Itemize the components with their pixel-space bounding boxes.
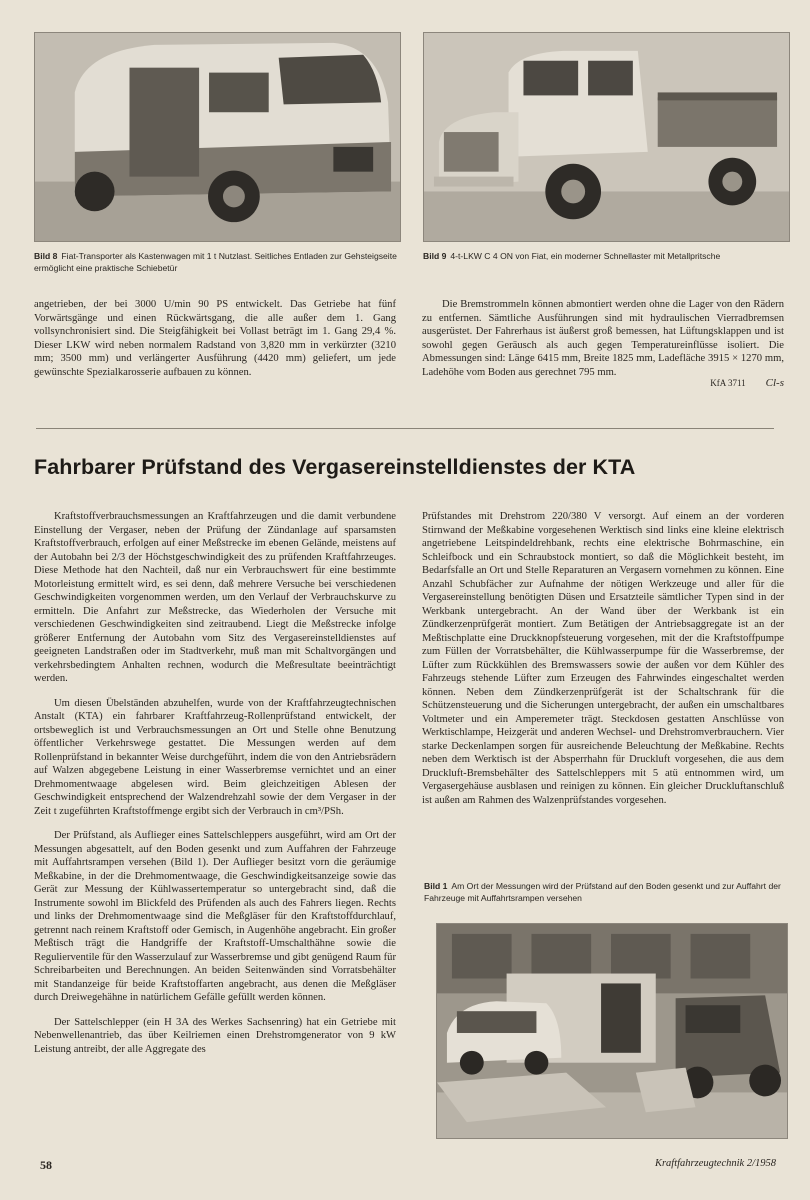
photo-fiat-truck xyxy=(423,32,790,242)
top-article-left-text: angetrieben, der bei 3000 U/min 90 PS entwickelt. Das Getriebe hat fünf Vorwärtsgänge und einen Rückwärtsgang, die alle außer dem 1. Gang vollsynchronisiert sind. Die Steigfähigkeit bei Vollast beträgt im 1. Gang 29,4 %. Dieser LKW wird neben normalem Radstand von 3,820 mm in verkürzter (3210 mm; 3500 mm) und verlängerter Ausführung (4420 mm) geliefert, um jede gewünschte Spezialkarosserie aufbauen zu können. xyxy=(34,299,396,378)
article-reference xyxy=(422,377,784,391)
journal-footer: Kraftfahrzeugtechnik 2/1958 xyxy=(654,1158,776,1169)
article-headline: Fahrbarer Prüfstand des Vergasereinstelldienstes der KTA xyxy=(34,455,636,479)
author-signature: Cl-s xyxy=(765,377,784,389)
article-right-column xyxy=(422,510,784,818)
article-paragraph-continued: Prüfstandes mit Drehstrom 220/380 V versorgt. Auf einem an der vorderen Stirnwand der Meßkabine vorgesehenen Werktisch sind links eine kleine elektrisch angetriebene Leitspindeldrehbank, rechts eine elektrische Bohrmaschine, ein Schleifbock und ein Schraubstock montiert, so daß die Möglichkeit besteht, im Bedarfsfalle an Ort und Stelle Reparaturen an Vergasern vornehmen zu können. Eine Anzahl Schubfächer zur Aufnahme der nötigen Werkzeuge und aller für die Vergasereinstellung benötigten Düsen und Ersatzteile sämtlicher Typen sind in der Werkbank untergebracht. An der Wand über der Werkbank ist ein Zündkerzenprüfgerät montiert. Zum Betätigen der Antriebsaggregate ist an der Meßtischplatte eine Druckknopfsteuerung vorgesehen, mit der die Kraftstoffpumpe zum Füllen der Vorratsbehälter, die Kühlwasserpumpe für die Wasserbremse, der Lüfter zum Rückkühlen des Bremswassers sowie der außen vor dem Kühler des Fahrzeugs stehende Lüfter zum Erzeugen des Fahrwindes eingeschaltet werden können. Neben dem Zündkerzenprüfgerät ist der Schaltschrank für die Schützensteuerung und die Sicherungen untergebracht, der außen ein umschaltbares Voltmeter und ein Amperemeter trägt. Steckdosen gestatten Anschlüsse von Werktischlampe, Heizgerät und anderen Wechsel- und Drehstromverbrauchern. Vier starke Deckenlampen sorgen für ausreichende Beleuchtung der Meßkabine. Rechts neben dem Werktisch ist der Absperrhahn für Druckluft vorgesehen, die aus dem Druckluft-Bremsbehälter des Sattelschleppers mit 5 atü entnommen wird, um Vergasergehäuse ausblasen und reinigen zu können. Ein gleicher Druckluftanschluß ist außen am Rahmen des Walzenprüfstandes vorgesehen. xyxy=(422,511,784,806)
caption-fig9 xyxy=(423,250,790,262)
top-article-right-text: Die Bremstrommeln können abmontiert werden ohne die Lager von den Rädern zu entfernen. Sämtliche Ausführungen sind mit hydraulischen Vierradbremsen ausgerüstet. Der Fahrerhaus ist äußerst groß bemessen, hat Lüftungsklappen und ist sowohl gegen Geräusch als auch gegen Temperatureinflüsse isoliert. Die Abmessungen sind: Länge 6415 mm, Breite 1825 mm, Ladefläche 3915 × 1270 mm, Ladehöhe vom Boden aus gerechnet 795 mm. xyxy=(422,299,784,378)
caption-fig1 xyxy=(424,880,788,904)
article-left-column xyxy=(34,510,396,1067)
test-stand-illustration xyxy=(437,924,787,1138)
article-paragraph-2: Um diesen Übelständen abzuhelfen, wurde von der Kraftfahrzeugtechnischen Anstalt (KTA) ein fahrbarer Kraftfahrzeug-Rollenprüfstand entwickelt, der ortsbeweglich ist und Verbrauchsmessungen an Ort und Stelle ohne Benutzung öffentlicher Verkehrswege gestattet. Die Messungen werden auf dem Rollenprüfstand in bekannter Weise durchgeführt, indem die von den Antriebsrädern auf Walzen abgegebene Leistung in einer Wasserbremse vernichtet und an einer Drehmomentwaage abgelesen wird. Beim gleichzeitigen Ablesen der Geschwindigkeit entsprechend der Walzendrehzahl sowie der dem Vergaser in der Zeit t zugeführten Kraftstoffmenge ergibt sich der Verbrauch in cm³/PSh. xyxy=(34,697,396,817)
section-divider xyxy=(36,428,774,429)
caption-fig8-label: Bild 8 xyxy=(34,251,58,261)
photo-fiat-van xyxy=(34,32,401,242)
kfa-ref: KfA 3711 xyxy=(710,378,746,388)
article-paragraph-1: Kraftstoffverbrauchsmessungen an Kraftfahrzeugen und die damit verbundene Einstellung der Vergaser, neben der Prüfung der Zündanlage auf sparsamsten Kraftstoffverbrauch, erfolgen auf einer Meßstrecke im ebenen Gelände, meistens auf der Autobahn bei 2/3 der Höchstgeschwindigkeit des zu prüfenden Kraftfahrzeuges. Diese Methode hat den Nachteil, daß nur ein Verbrauchswert für eine bestimmte Motorleistung ermittelt wird, es sei denn, daß mehrere Versuche bei verschiedenen Geschwindigkeiten vorgenommen werden, um den Verlauf der Verbrauchskurve zu ermitteln. Die Anfahrt zur Meßstrecke, das Wiederholen der Versuche mit verschiedenen Geschwindigkeiten sind zeitraubend. Liegt die Meßstrecke infolge größerer Entfernung der Autobahn vom Sitz des Vergasereinstelldienstes auf geeigneten Landstraßen oder im Stadtverkehr, muß man mit Schaltvorgängen und verkehrsbedingtem Anhalten rechnen, wodurch die Meßresultate beeinträchtigt werden. xyxy=(34,511,396,684)
photo-test-stand xyxy=(436,923,788,1139)
top-article-left-column xyxy=(34,298,396,390)
caption-fig8-text: Fiat-Transporter als Kastenwagen mit 1 t Nutzlast. Seitliches Entladen zur Gehsteigseite ermöglicht eine praktische Schiebetür xyxy=(34,251,397,273)
article-paragraph-4: Der Sattelschlepper (ein H 3A des Werkes Sachsenring) hat ein Getriebe mit Nebenwellenantrieb, das über Keilriemen einen Drehstromgenerator von 9 kW Leistung antreibt, der alle Aggregate des xyxy=(34,1016,396,1055)
caption-fig9-text: 4-t-LKW C 4 ON von Fiat, ein moderner Schnellaster mit Metallpritsche xyxy=(450,251,721,261)
top-article-right-column xyxy=(422,298,784,391)
article-paragraph-3: Der Prüfstand, als Auflieger eines Sattelschleppers ausgeführt, wird am Ort der Messungen abgesattelt, auf den Boden gesenkt und zum Auffahren der Fahrzeuge mit Auffahrtsrampen versehen (Bild 1). Der Auflieger besitzt vorn die geräumige Meßkabine, in der die Drehmomentwaage, die Geschwindigkeitsanzeige sowie das Gerät zur Messung der Kühlwassertemperatur so untergebracht sind, daß die Instrumente sowohl im Blickfeld des Prüfenden als auch des Fahrers liegen. Rechts und links der Drehmomentwaage sind die Meßgläser für den Kraftstoffdurchlauf, getrennt nach reinem Kraftstoff oder Gemisch, in Augenhöhe angebracht. Ein großer Meßtisch trägt die Handgriffe der Kraftstoff-Umschalthähne sowie die Regulierventile für den Wasserzulauf zur Wasserbremse und gibt genügend Raum für Schreibarbeiten und Berechnungen. An beiden Seitenwänden sind Vorratsbehälter mit Standanzeige für beide Kraftstoffarten angebracht, aus denen die Meßgläser durch Dreiwegehähne in natürlichem Gefälle gefüllt werden können. xyxy=(34,830,396,1003)
truck-illustration xyxy=(424,33,789,241)
page-number: 58 xyxy=(40,1158,52,1172)
van-illustration xyxy=(35,33,400,241)
caption-fig1-label: Bild 1 xyxy=(424,881,448,891)
caption-fig9-label: Bild 9 xyxy=(423,251,447,261)
caption-fig1-text: Am Ort der Messungen wird der Prüfstand auf den Boden gesenkt und zur Auffahrt der Fahrzeuge mit Auffahrtsrampen versehen xyxy=(424,881,781,903)
caption-fig8 xyxy=(34,250,401,274)
